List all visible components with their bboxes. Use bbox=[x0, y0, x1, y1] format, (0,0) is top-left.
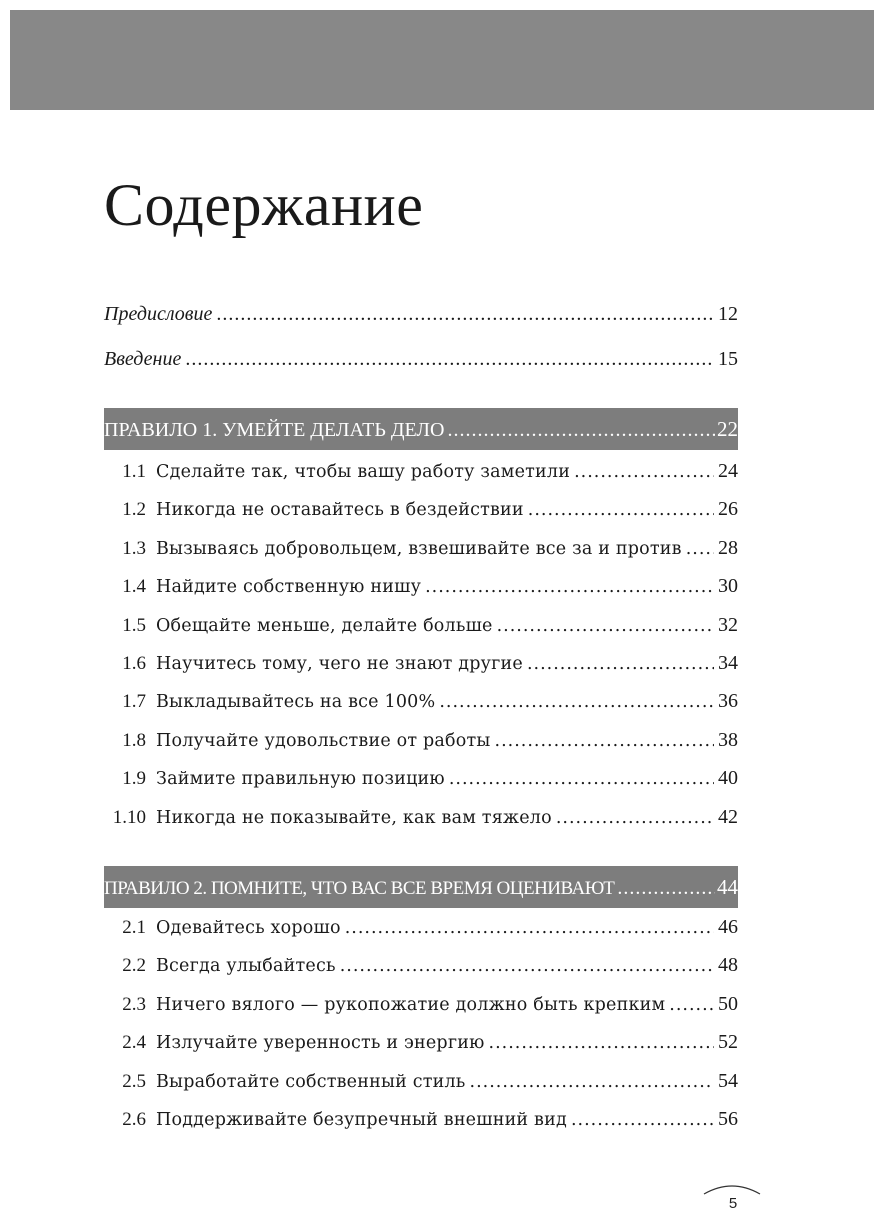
page-title: Содержание bbox=[104, 172, 424, 238]
toc-entry-page: 50 bbox=[718, 992, 738, 1015]
toc-entry-number: 1.5 bbox=[122, 614, 146, 636]
toc-entry-title: Выкладывайтесь на все 100% bbox=[156, 692, 436, 713]
toc-entry-title: Ничего вялого — рукопожатие должно быть крепким bbox=[156, 994, 666, 1015]
toc-entry-number: 1.4 bbox=[122, 576, 146, 598]
toc-entry-page: 42 bbox=[718, 805, 738, 828]
toc-entry-title: Займите правильную позицию bbox=[156, 769, 445, 790]
dot-leader bbox=[470, 1066, 714, 1098]
dot-leader bbox=[340, 950, 714, 982]
toc-entry[interactable] bbox=[104, 493, 738, 531]
toc-entry[interactable] bbox=[104, 1065, 738, 1103]
dot-leader bbox=[439, 686, 714, 718]
toc-entry-page: 32 bbox=[718, 613, 738, 636]
toc-entry[interactable] bbox=[104, 724, 738, 762]
toc-entry-page: 48 bbox=[718, 954, 738, 977]
toc-entry[interactable] bbox=[104, 609, 738, 647]
rule-1-entries bbox=[104, 455, 738, 839]
dot-leader bbox=[489, 1027, 714, 1059]
toc-entry[interactable] bbox=[104, 455, 738, 493]
toc-entry-preface[interactable] bbox=[104, 296, 738, 341]
toc-entry-title: Обещайте меньше, делайте больше bbox=[156, 615, 493, 636]
front-matter bbox=[104, 296, 738, 386]
toc-entry-title: Вызываясь добровольцем, взвешивайте все за и против bbox=[156, 538, 682, 559]
rule-1-heading[interactable] bbox=[104, 408, 738, 450]
toc-entry-page: 12 bbox=[718, 303, 738, 325]
dot-leader bbox=[556, 802, 714, 834]
dot-leader bbox=[216, 296, 714, 332]
toc-entry-title: Получайте удовольствие от работы bbox=[156, 730, 491, 751]
toc-entry-title: Всегда улыбайтесь bbox=[156, 956, 336, 977]
dot-leader bbox=[686, 533, 714, 565]
toc-entry-title: Введение bbox=[104, 348, 182, 370]
toc-entry-page: 34 bbox=[718, 651, 738, 674]
toc-entry-number: 2.3 bbox=[122, 993, 146, 1015]
toc-entry-title: Одевайтесь хорошо bbox=[156, 918, 341, 938]
toc-entry-number: 1.7 bbox=[122, 691, 146, 713]
toc-entry-page: 40 bbox=[718, 767, 738, 790]
toc-entry-title: Поддерживайте безупречный внешний вид bbox=[156, 1109, 567, 1130]
toc-entry-title: Никогда не оставайтесь в бездействии bbox=[156, 500, 524, 521]
dot-leader bbox=[527, 648, 714, 680]
toc-entry[interactable] bbox=[104, 949, 738, 987]
toc-entry-number: 2.2 bbox=[122, 955, 146, 977]
rule-page: 22 bbox=[717, 417, 738, 441]
toc-entry-page: 54 bbox=[718, 1069, 738, 1092]
dot-leader bbox=[497, 610, 714, 642]
toc-entry-title: Выработайте собственный стиль bbox=[156, 1071, 466, 1092]
toc-entry-page: 28 bbox=[718, 536, 738, 559]
dot-leader bbox=[495, 725, 714, 757]
rule-title: ПРАВИЛО 1. УМЕЙТЕ ДЕЛАТЬ ДЕЛО bbox=[104, 419, 445, 441]
toc-entry-number: 1.10 bbox=[112, 806, 146, 828]
toc-entry-page: 56 bbox=[718, 1107, 738, 1130]
toc-entry-number: 2.5 bbox=[122, 1070, 146, 1092]
toc-entry-page: 52 bbox=[718, 1031, 738, 1054]
toc-entry-number: 1.8 bbox=[122, 729, 146, 751]
toc-entry-page: 15 bbox=[718, 348, 738, 370]
toc-entry-number: 1.2 bbox=[122, 499, 146, 521]
toc-entry-page: 26 bbox=[718, 498, 738, 521]
toc-entry-number: 1.6 bbox=[122, 652, 146, 674]
toc-entry-title: Излучайте уверенность и энергию bbox=[156, 1033, 485, 1054]
toc-entry[interactable] bbox=[104, 1103, 738, 1141]
toc-entry-title: Сделайте так, чтобы вашу работу заметили bbox=[156, 462, 571, 482]
dot-leader bbox=[447, 409, 715, 451]
toc-entry-introduction[interactable] bbox=[104, 341, 738, 386]
toc-entry-number: 1.9 bbox=[122, 768, 146, 790]
toc-entry[interactable] bbox=[104, 685, 738, 723]
toc-entry-page: 24 bbox=[718, 460, 738, 482]
toc-entry[interactable] bbox=[104, 911, 738, 949]
toc-entry-page: 38 bbox=[718, 728, 738, 751]
toc-entry-title: Научитесь тому, чего не знают другие bbox=[156, 653, 523, 674]
toc-entry-title: Найдите собственную нишу bbox=[156, 577, 422, 598]
dot-leader bbox=[571, 1104, 714, 1136]
dot-leader bbox=[449, 763, 714, 795]
toc-entry-number: 2.1 bbox=[122, 917, 146, 938]
toc-entry[interactable] bbox=[104, 532, 738, 570]
toc-entry-number: 2.4 bbox=[122, 1032, 146, 1054]
toc-entry[interactable] bbox=[104, 570, 738, 608]
toc-entry[interactable] bbox=[104, 1026, 738, 1064]
rule-2-heading[interactable] bbox=[104, 866, 738, 908]
dot-leader bbox=[528, 494, 714, 526]
toc-entry-title: Никогда не показывайте, как вам тяжело bbox=[156, 807, 552, 828]
dot-leader bbox=[185, 341, 714, 377]
dot-leader bbox=[425, 571, 714, 603]
toc-entry-page: 30 bbox=[718, 575, 738, 598]
dot-leader bbox=[574, 456, 714, 488]
toc-entry-number: 2.6 bbox=[122, 1108, 146, 1130]
rule-2-entries bbox=[104, 911, 738, 1141]
toc-entry[interactable] bbox=[104, 801, 738, 839]
dot-leader bbox=[617, 867, 715, 909]
toc-entry-page: 36 bbox=[718, 690, 738, 713]
header-band bbox=[10, 10, 874, 110]
dot-leader bbox=[345, 912, 714, 944]
toc-entry[interactable] bbox=[104, 647, 738, 685]
toc-entry-number: 1.3 bbox=[122, 537, 146, 559]
toc-entry-page: 46 bbox=[718, 916, 738, 938]
page-number: 5 bbox=[728, 1195, 738, 1212]
toc-entry-number: 1.1 bbox=[122, 461, 146, 482]
toc-entry[interactable] bbox=[104, 762, 738, 800]
dot-leader bbox=[669, 989, 714, 1021]
toc-entry[interactable] bbox=[104, 988, 738, 1026]
rule-title: ПРАВИЛО 2. ПОМНИТЕ, ЧТО ВАС ВСЕ ВРЕМЯ ОЦЕНИВАЮТ bbox=[104, 878, 615, 899]
rule-page: 44 bbox=[717, 875, 738, 899]
toc-entry-title: Предисловие bbox=[104, 303, 213, 325]
